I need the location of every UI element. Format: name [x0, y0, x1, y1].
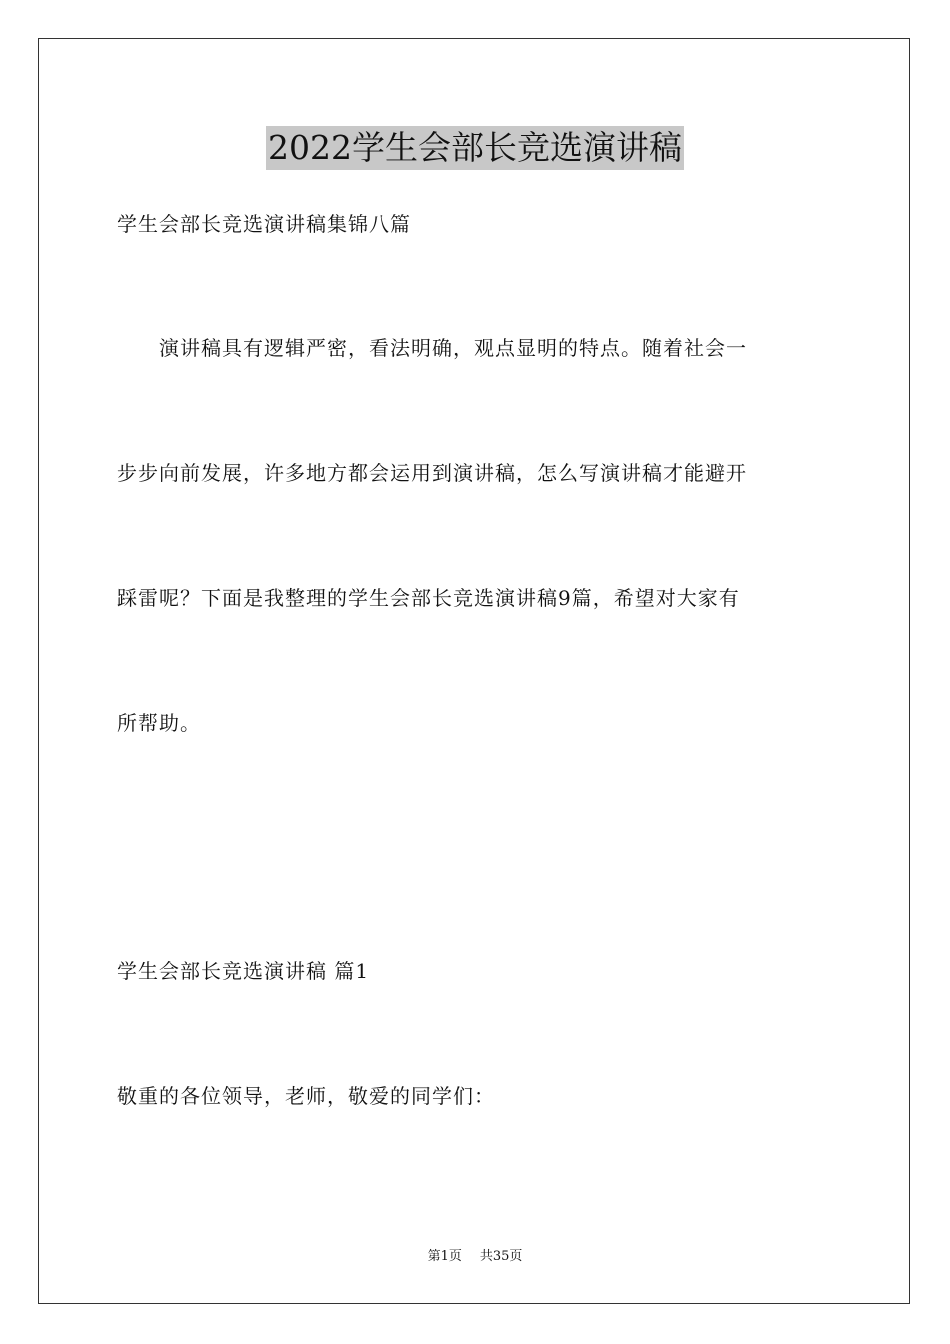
salutation: 敬重的各位领导，老师，敬爱的同学们：: [117, 1084, 495, 1108]
page-total: 共35页: [479, 1249, 523, 1264]
page-number: 第1页: [427, 1249, 462, 1264]
intro-line: 演讲稿具有逻辑严密，看法明确，观点显明的特点。随着社会一: [117, 336, 747, 360]
page-footer: [0, 1247, 950, 1267]
document-title: 2022学生会部长竞选演讲稿: [266, 126, 684, 170]
intro-line: 所帮助。: [117, 711, 201, 735]
title-container: [0, 126, 950, 170]
intro-line: 步步向前发展，许多地方都会运用到演讲稿，怎么写演讲稿才能避开: [117, 461, 747, 485]
intro-line: 踩雷呢？下面是我整理的学生会部长竞选演讲稿9篇，希望对大家有: [117, 586, 740, 610]
document-subtitle: 学生会部长竞选演讲稿集锦八篇: [117, 212, 411, 236]
section-heading: 学生会部长竞选演讲稿 篇1: [117, 959, 370, 983]
